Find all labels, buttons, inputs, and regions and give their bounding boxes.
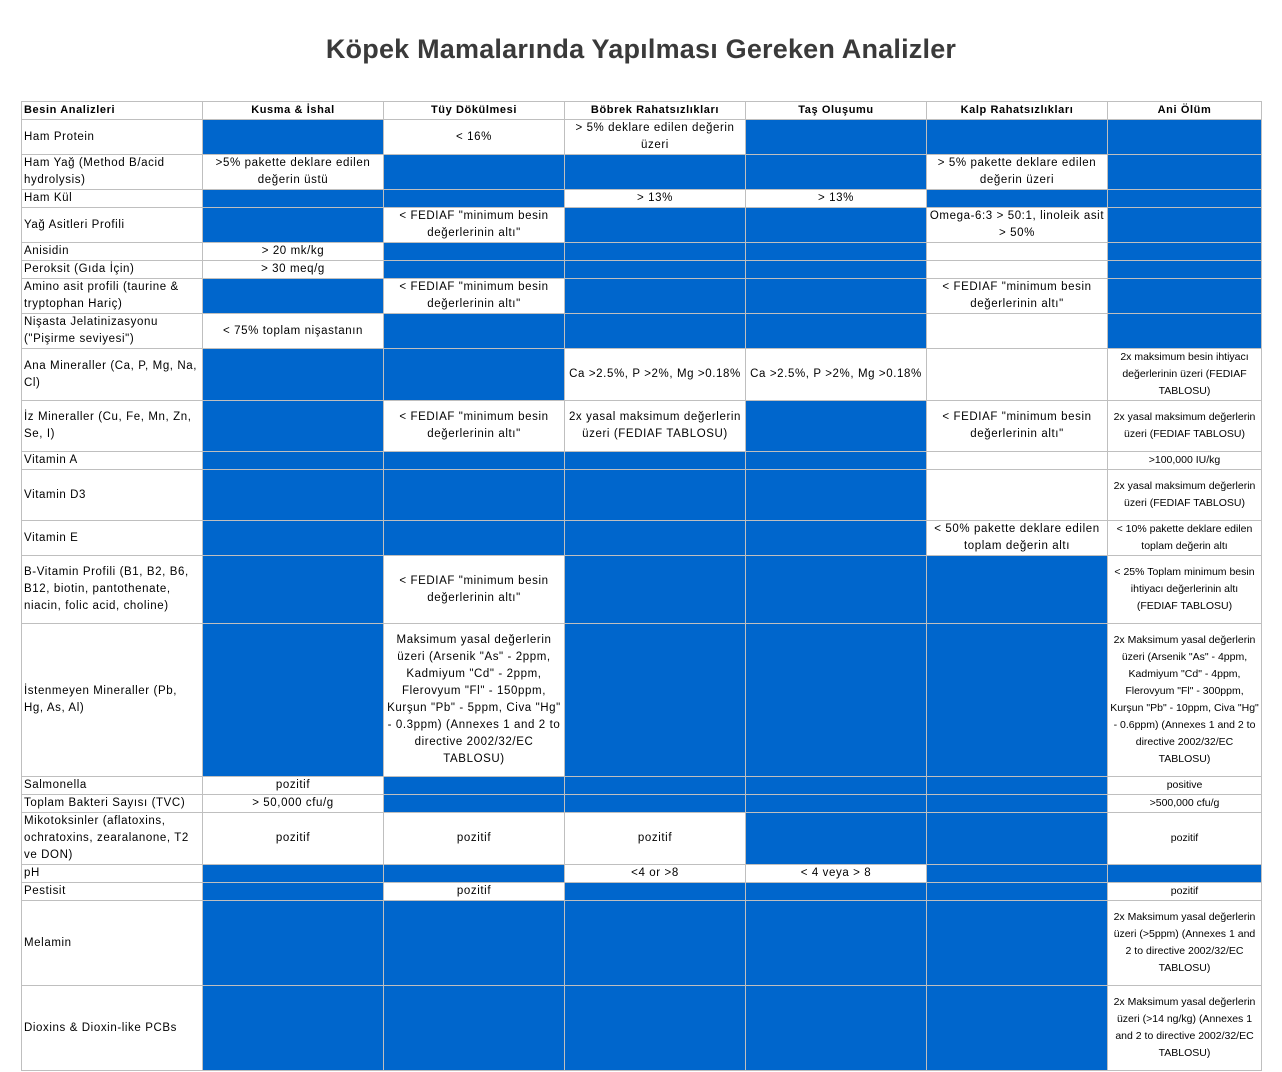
filled-cell [384, 865, 565, 883]
filled-cell [203, 208, 384, 243]
filled-cell [927, 813, 1108, 865]
value-cell: < FEDIAF "minimum besin değerlerinin altı" [927, 279, 1108, 314]
filled-cell [1108, 261, 1262, 279]
value-cell: >500,000 cfu/g [1108, 795, 1262, 813]
table-row [22, 208, 1262, 243]
filled-cell [927, 901, 1108, 986]
filled-cell [746, 624, 927, 777]
filled-cell [384, 986, 565, 1071]
filled-cell [927, 190, 1108, 208]
filled-cell [384, 243, 565, 261]
filled-cell [1108, 279, 1262, 314]
value-cell: > 5% pakette deklare edilen değerin üzeri [927, 155, 1108, 190]
table-row [22, 279, 1262, 314]
filled-cell [927, 556, 1108, 624]
filled-cell [927, 795, 1108, 813]
filled-cell [203, 120, 384, 155]
table-row [22, 777, 1262, 795]
header-kusma-ishal: Kusma & İshal [203, 102, 384, 120]
filled-cell [746, 901, 927, 986]
filled-cell [746, 521, 927, 556]
analysis-table [21, 101, 1262, 1071]
value-cell: < FEDIAF "minimum besin değerlerinin altı" [927, 401, 1108, 452]
filled-cell [746, 401, 927, 452]
value-cell: < FEDIAF "minimum besin değerlerinin altı" [384, 208, 565, 243]
row-label: Salmonella [22, 777, 203, 795]
filled-cell [746, 795, 927, 813]
row-label: Ham Yağ (Method B/acid hydrolysis) [22, 155, 203, 190]
filled-cell [565, 243, 746, 261]
table-row [22, 452, 1262, 470]
row-label: Ana Mineraller (Ca, P, Mg, Na, Cl) [22, 349, 203, 401]
value-cell: > 50,000 cfu/g [203, 795, 384, 813]
filled-cell [384, 795, 565, 813]
row-label: B-Vitamin Profili (B1, B2, B6, B12, biotin, pantothenate, niacin, folic acid, choline) [22, 556, 203, 624]
filled-cell [927, 986, 1108, 1071]
value-cell: >5% pakette deklare edilen değerin üstü [203, 155, 384, 190]
value-cell: < FEDIAF "minimum besin değerlerinin altı" [384, 556, 565, 624]
value-cell: pozitif [565, 813, 746, 865]
value-cell [927, 243, 1108, 261]
filled-cell [203, 401, 384, 452]
row-label: Nişasta Jelatinizasyonu ("Pişirme seviyesi") [22, 314, 203, 349]
table-row [22, 556, 1262, 624]
table-row [22, 349, 1262, 401]
filled-cell [746, 452, 927, 470]
row-label: Pestisit [22, 883, 203, 901]
row-label: Vitamin E [22, 521, 203, 556]
filled-cell [746, 243, 927, 261]
value-cell: pozitif [203, 813, 384, 865]
table-row [22, 314, 1262, 349]
filled-cell [203, 986, 384, 1071]
row-label: İstenmeyen Mineraller (Pb, Hg, As, Al) [22, 624, 203, 777]
filled-cell [746, 777, 927, 795]
value-cell [927, 470, 1108, 521]
value-cell: < 75% toplam nişastanın [203, 314, 384, 349]
filled-cell [384, 452, 565, 470]
value-cell: pozitif [384, 883, 565, 901]
table-body [22, 120, 1262, 1071]
filled-cell [1108, 190, 1262, 208]
header-ani-olum: Ani Ölüm [1108, 102, 1262, 120]
table-row [22, 865, 1262, 883]
value-cell: >100,000 IU/kg [1108, 452, 1262, 470]
header-row [22, 102, 1262, 120]
value-cell [927, 261, 1108, 279]
value-cell: 2x Maksimum yasal değerlerin üzeri (Arsenik "As" - 4ppm, Kadmiyum "Cd" - 4ppm, Flerovyum "Fl" - 300ppm, Kurşun "Pb" - 10ppm, Civa "Hg" - 0.6ppm) (Annexes 1 and 2 to directive 2002/32/EC TABLOSU) [1108, 624, 1262, 777]
value-cell: pozitif [203, 777, 384, 795]
filled-cell [565, 624, 746, 777]
filled-cell [565, 452, 746, 470]
filled-cell [1108, 243, 1262, 261]
filled-cell [203, 901, 384, 986]
filled-cell [565, 208, 746, 243]
filled-cell [565, 261, 746, 279]
value-cell [927, 452, 1108, 470]
analysis-table-wrapper [21, 101, 1262, 1071]
value-cell: < 50% pakette deklare edilen toplam değerin altı [927, 521, 1108, 556]
filled-cell [203, 190, 384, 208]
header-besin-analizleri: Besin Analizleri [22, 102, 203, 120]
row-label: Ham Protein [22, 120, 203, 155]
filled-cell [1108, 865, 1262, 883]
filled-cell [384, 470, 565, 521]
filled-cell [565, 901, 746, 986]
table-row [22, 120, 1262, 155]
table-row [22, 190, 1262, 208]
table-row [22, 243, 1262, 261]
filled-cell [203, 865, 384, 883]
value-cell: Ca >2.5%, P >2%, Mg >0.18% [746, 349, 927, 401]
filled-cell [203, 470, 384, 521]
value-cell: Ca >2.5%, P >2%, Mg >0.18% [565, 349, 746, 401]
value-cell: 2x yasal maksimum değerlerin üzeri (FEDIAF TABLOSU) [1108, 401, 1262, 452]
filled-cell [746, 883, 927, 901]
filled-cell [1108, 120, 1262, 155]
filled-cell [927, 120, 1108, 155]
value-cell: < 10% pakette deklare edilen toplam değerin altı [1108, 521, 1262, 556]
filled-cell [927, 777, 1108, 795]
row-label: Toplam Bakteri Sayısı (TVC) [22, 795, 203, 813]
value-cell: > 13% [565, 190, 746, 208]
value-cell: pozitif [384, 813, 565, 865]
filled-cell [565, 279, 746, 314]
filled-cell [565, 986, 746, 1071]
row-label: pH [22, 865, 203, 883]
value-cell: Maksimum yasal değerlerin üzeri (Arsenik "As" - 2ppm, Kadmiyum "Cd" - 2ppm, Flerovyum "Fl" - 150ppm, Kurşun "Pb" - 5ppm, Civa "Hg" - 0.3ppm) (Annexes 1 and 2 to directive 2002/32/EC TABLOSU) [384, 624, 565, 777]
row-label: Dioxins & Dioxin-like PCBs [22, 986, 203, 1071]
table-row [22, 795, 1262, 813]
row-label: Peroksit (Gıda İçin) [22, 261, 203, 279]
header-tas-olusumu: Taş Oluşumu [746, 102, 927, 120]
filled-cell [565, 521, 746, 556]
header-tuy-dokulmesi: Tüy Dökülmesi [384, 102, 565, 120]
filled-cell [203, 452, 384, 470]
filled-cell [203, 883, 384, 901]
value-cell [927, 314, 1108, 349]
value-cell: < FEDIAF "minimum besin değerlerinin altı" [384, 279, 565, 314]
filled-cell [746, 556, 927, 624]
table-row [22, 261, 1262, 279]
row-label: Amino asit profili (taurine & tryptophan Hariç) [22, 279, 203, 314]
filled-cell [746, 314, 927, 349]
filled-cell [746, 470, 927, 521]
value-cell: Omega-6:3 > 50:1, linoleik asit > 50% [927, 208, 1108, 243]
filled-cell [927, 865, 1108, 883]
value-cell: < FEDIAF "minimum besin değerlerinin altı" [384, 401, 565, 452]
filled-cell [384, 190, 565, 208]
filled-cell [746, 279, 927, 314]
table-row [22, 155, 1262, 190]
filled-cell [746, 813, 927, 865]
filled-cell [1108, 208, 1262, 243]
value-cell: 2x Maksimum yasal değerlerin üzeri (>14 ng/kg) (Annexes 1 and 2 to directive 2002/32/EC TABLOSU) [1108, 986, 1262, 1071]
filled-cell [746, 208, 927, 243]
filled-cell [565, 470, 746, 521]
value-cell: 2x yasal maksimum değerlerin üzeri (FEDIAF TABLOSU) [1108, 470, 1262, 521]
row-label: Ham Kül [22, 190, 203, 208]
filled-cell [746, 261, 927, 279]
header-kalp: Kalp Rahatsızlıkları [927, 102, 1108, 120]
value-cell: < 4 veya > 8 [746, 865, 927, 883]
table-row [22, 521, 1262, 556]
table-row [22, 986, 1262, 1071]
filled-cell [746, 155, 927, 190]
row-label: Yağ Asitleri Profili [22, 208, 203, 243]
table-row [22, 813, 1262, 865]
filled-cell [203, 624, 384, 777]
filled-cell [203, 556, 384, 624]
filled-cell [203, 279, 384, 314]
table-row [22, 401, 1262, 452]
value-cell: > 5% deklare edilen değerin üzeri [565, 120, 746, 155]
value-cell: positive [1108, 777, 1262, 795]
header-bobrek: Böbrek Rahatsızlıkları [565, 102, 746, 120]
row-label: Vitamin D3 [22, 470, 203, 521]
filled-cell [384, 261, 565, 279]
filled-cell [384, 777, 565, 795]
filled-cell [384, 901, 565, 986]
filled-cell [384, 155, 565, 190]
row-label: Vitamin A [22, 452, 203, 470]
filled-cell [565, 314, 746, 349]
filled-cell [565, 556, 746, 624]
value-cell: <4 or >8 [565, 865, 746, 883]
filled-cell [927, 883, 1108, 901]
filled-cell [384, 349, 565, 401]
value-cell: pozitif [1108, 813, 1262, 865]
filled-cell [927, 624, 1108, 777]
value-cell: 2x maksimum besin ihtiyacı değerlerinin üzeri (FEDIAF TABLOSU) [1108, 349, 1262, 401]
filled-cell [384, 314, 565, 349]
filled-cell [384, 521, 565, 556]
filled-cell [1108, 314, 1262, 349]
row-label: İz Mineraller (Cu, Fe, Mn, Zn, Se, I) [22, 401, 203, 452]
filled-cell [203, 521, 384, 556]
page-title: Köpek Mamalarında Yapılması Gereken Analizler [325, 34, 957, 64]
value-cell: < 25% Toplam minimum besin ihtiyacı değerlerinin altı (FEDIAF TABLOSU) [1108, 556, 1262, 624]
row-label: Melamin [22, 901, 203, 986]
table-row [22, 883, 1262, 901]
table-row [22, 624, 1262, 777]
value-cell: < 16% [384, 120, 565, 155]
value-cell: > 20 mk/kg [203, 243, 384, 261]
row-label: Mikotoksinler (aflatoxins, ochratoxins, zearalanone, T2 ve DON) [22, 813, 203, 865]
filled-cell [746, 986, 927, 1071]
table-row [22, 470, 1262, 521]
value-cell [927, 349, 1108, 401]
filled-cell [746, 120, 927, 155]
row-label: Anisidin [22, 243, 203, 261]
value-cell: > 13% [746, 190, 927, 208]
filled-cell [565, 777, 746, 795]
value-cell: > 30 meq/g [203, 261, 384, 279]
table-row [22, 901, 1262, 986]
filled-cell [565, 883, 746, 901]
value-cell: pozitif [1108, 883, 1262, 901]
value-cell: 2x Maksimum yasal değerlerin üzeri (>5ppm) (Annexes 1 and 2 to directive 2002/32/EC TABLOSU) [1108, 901, 1262, 986]
filled-cell [1108, 155, 1262, 190]
value-cell: 2x yasal maksimum değerlerin üzeri (FEDIAF TABLOSU) [565, 401, 746, 452]
filled-cell [203, 349, 384, 401]
filled-cell [565, 155, 746, 190]
filled-cell [565, 795, 746, 813]
